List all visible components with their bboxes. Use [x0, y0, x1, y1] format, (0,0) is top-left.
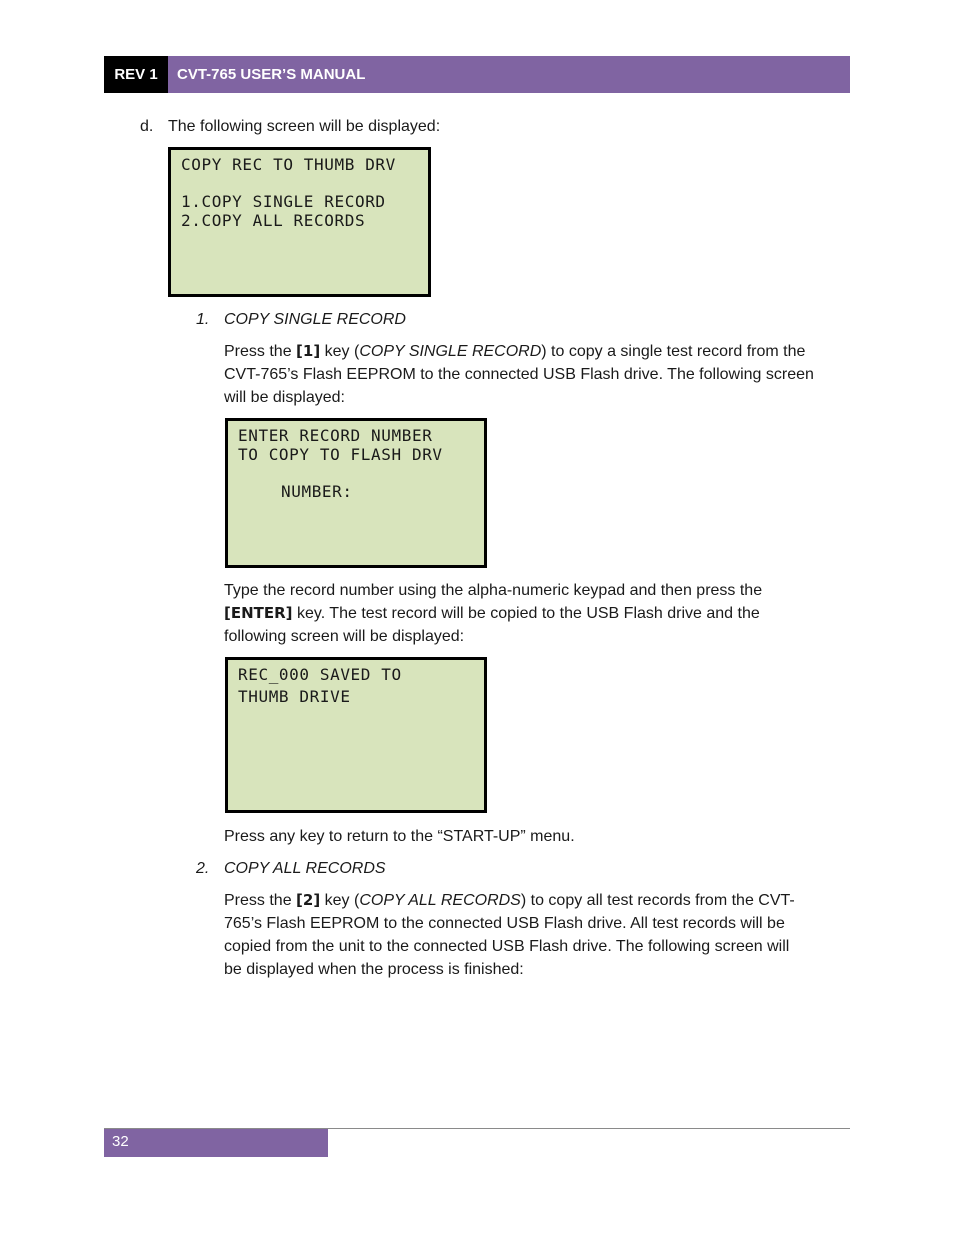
item-number: 2.: [196, 860, 210, 877]
key-1: [1]: [296, 342, 321, 360]
key-2: [2]: [296, 891, 321, 909]
paragraph-line: Press the [1] key (COPY SINGLE RECORD) to copy a single test record from the: [224, 342, 806, 360]
lcd-line: 2.COPY ALL RECORDS: [181, 211, 366, 230]
paragraph-line: Press the [2] key (COPY ALL RECORDS) to copy all test records from the CVT-: [224, 891, 795, 909]
lcd-line: TO COPY TO FLASH DRV: [238, 445, 443, 464]
lcd-line: THUMB DRIVE: [238, 687, 351, 706]
step-text: The following screen will be displayed:: [168, 118, 441, 135]
paragraph-line: [ENTER] key. The test record will be copied to the USB Flash drive and the: [224, 604, 760, 622]
lcd-screen-saved: [225, 657, 487, 813]
paragraph-line: 765’s Flash EEPROM to the connected USB Flash drive. All test records will be: [224, 915, 785, 932]
manual-title: CVT-765 USER’S MANUAL: [168, 56, 850, 93]
key-enter: [ENTER]: [224, 604, 293, 622]
step-marker: d.: [140, 118, 154, 135]
item-heading: COPY ALL RECORDS: [224, 860, 386, 877]
revision-label: REV 1: [104, 56, 168, 93]
page-number: 32: [104, 1129, 328, 1157]
lcd-line: REC_000 SAVED TO: [238, 665, 402, 684]
paragraph-line: copied from the unit to the connected USB Flash drive. The following screen will: [224, 938, 790, 955]
paragraph-line: be displayed when the process is finished:: [224, 961, 524, 978]
lcd-line: NUMBER:: [281, 482, 353, 501]
paragraph-line: Type the record number using the alpha-numeric keypad and then press the: [224, 582, 763, 599]
paragraph-line: following screen will be displayed:: [224, 628, 465, 645]
item-number: 1.: [196, 311, 210, 328]
paragraph-line: CVT-765’s Flash EEPROM to the connected USB Flash drive. The following screen: [224, 366, 814, 383]
lcd-line: COPY REC TO THUMB DRV: [181, 155, 396, 174]
item-heading: COPY SINGLE RECORD: [224, 311, 406, 328]
paragraph-line: will be displayed:: [224, 389, 345, 406]
lcd-screen-copy-menu: [168, 147, 431, 297]
lcd-line: ENTER RECORD NUMBER: [238, 426, 433, 445]
paragraph-line: Press any key to return to the “START-UP” menu.: [224, 828, 575, 845]
lcd-line: 1.COPY SINGLE RECORD: [181, 192, 386, 211]
lcd-screen-enter-record: [225, 418, 487, 568]
